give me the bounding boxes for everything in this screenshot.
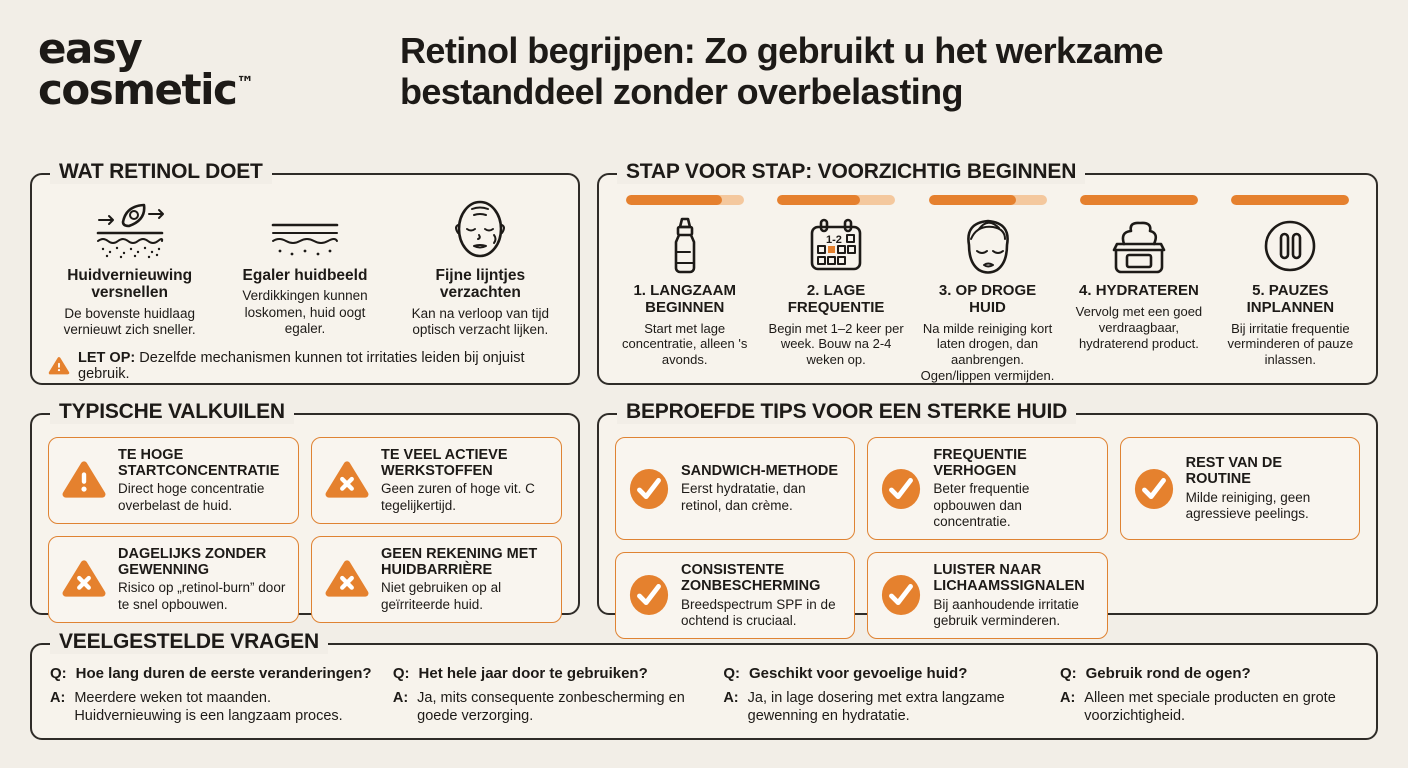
what-item-title: Egaler huidbeeld	[242, 267, 368, 284]
tip-title: LUISTER NAAR LICHAAMSSIGNALEN	[933, 562, 1085, 595]
faq-question: Q: Geschikt voor gevoelige huid?	[723, 665, 968, 682]
pitfall-card	[48, 437, 299, 524]
step-progress-bar	[1231, 195, 1349, 205]
tip-text: Eerst hydratatie, dan retinol, dan crème.	[681, 481, 806, 513]
warning-triangle-icon	[48, 356, 70, 376]
cross-triangle-icon	[324, 558, 370, 600]
dropper-bottle-icon	[664, 215, 706, 277]
face-towel-icon	[959, 215, 1017, 277]
calendar-icon	[807, 215, 865, 277]
brand-logo	[38, 24, 255, 115]
faq-answer: A: Ja, in lage dosering met extra langzame gewenning en hydratatie.	[723, 690, 1005, 724]
step-progress-bar	[1080, 195, 1198, 205]
section-heading: WAT RETINOL DOET	[50, 160, 272, 184]
faq-item	[1060, 665, 1358, 725]
tip-card	[615, 552, 855, 639]
step-progress-bar	[777, 195, 895, 205]
check-circle-icon	[880, 468, 922, 510]
a-label: A:	[392, 690, 409, 706]
page-title: Retinol begrijpen: Zo gebruikt u het werkzame bestanddeel zonder overbelasting	[400, 30, 1164, 113]
faq-grid	[32, 645, 1376, 733]
tip-title: FREQUENTIE VERHOGEN	[933, 447, 1027, 480]
what-item-text: Verdikkingen kunnen loskomen, huid oogt egaler.	[242, 288, 368, 337]
faq-answer: A: Alleen met speciale producten en grote voorzichtigheid.	[1059, 690, 1336, 724]
tip-text: Bij aanhoudende irritatie gebruik verminderen.	[933, 596, 1079, 628]
step-item-2	[768, 195, 903, 384]
brand-logo-line2: cosmetic™	[38, 65, 255, 115]
note-text: Dezelfde mechanismen kunnen tot irritaties leiden bij onjuist gebruik.	[78, 349, 525, 382]
step-item-5	[1223, 195, 1358, 384]
step-title: 1. LANGZAAM BEGINNEN	[633, 282, 736, 316]
step-text: Vervolg met een goed verdraagbaar, hydraterend product.	[1075, 303, 1203, 351]
pitfall-title: TE VEEL ACTIEVE WERKSTOFFEN	[381, 447, 508, 480]
tip-title: CONSISTENTE ZONBESCHERMING	[681, 562, 821, 595]
what-item-title: Huidvernieuwing versnellen	[67, 267, 193, 302]
tip-card	[867, 552, 1107, 639]
section-pitfalls	[30, 400, 580, 615]
pitfall-title: GEEN REKENING MET HUIDBARRIÈRE	[381, 545, 538, 579]
tip-card	[867, 437, 1107, 540]
step-text: Begin met 1–2 keer per week. Bouw na 2-4 weken op.	[768, 320, 904, 368]
step-progress-bar	[626, 195, 744, 205]
brand-logo-line1: easy	[38, 24, 142, 73]
tip-title: REST VAN DE ROUTINE	[1185, 455, 1283, 488]
step-title: 2. LAGE FREQUENTIE	[787, 282, 885, 316]
tip-text: Milde reiniging, geen agressieve peelings.	[1185, 489, 1311, 521]
pitfall-card	[311, 536, 562, 623]
step-title: 5. PAUZES INPLANNEN	[1246, 282, 1335, 316]
face-lines-icon	[450, 195, 510, 261]
tip-card	[1120, 437, 1360, 540]
trademark-symbol: ™	[236, 73, 255, 95]
q-label: Q:	[50, 665, 67, 682]
faq-answer: A: Meerdere weken tot maanden. Huidvernieuwing is een langzaam proces.	[50, 690, 343, 724]
pitfall-card	[48, 536, 299, 623]
what-item-text: Kan na verloop van tijd optisch verzacht lijken.	[411, 305, 549, 338]
section-heading: STAP VOOR STAP: VOORZICHTIG BEGINNEN	[617, 160, 1085, 184]
section-tips	[597, 400, 1378, 628]
check-circle-icon	[880, 574, 922, 616]
step-title: 3. OP DROGE HUID	[938, 282, 1037, 316]
section-what-retinol-does	[30, 160, 580, 385]
check-circle-icon	[1133, 468, 1175, 510]
what-item-title: Fijne lijntjes verzachten	[435, 267, 526, 302]
a-label: A:	[723, 690, 739, 706]
what-item	[399, 195, 562, 339]
faq-item	[723, 665, 1040, 725]
faq-question: Q: Het hele jaar door te gebruiken?	[392, 665, 648, 682]
pitfall-text: Geen zuren of hoge vit. C tegelijkertijd.	[381, 481, 535, 513]
cross-triangle-icon	[324, 459, 370, 501]
pitfalls-grid	[32, 415, 578, 637]
faq-question: Q: Gebruik rond de ogen?	[1059, 665, 1251, 682]
warning-triangle-icon	[61, 459, 107, 501]
step-title: 4. HYDRATEREN	[1079, 282, 1199, 299]
tip-card	[615, 437, 855, 540]
steps-grid	[599, 175, 1376, 390]
q-label: Q:	[1059, 665, 1077, 682]
what-item	[223, 195, 386, 339]
check-circle-icon	[628, 468, 670, 510]
step-item-3	[920, 195, 1055, 384]
pitfall-text: Direct hoge concentratie overbelast de huid.	[118, 481, 265, 513]
step-item-1	[617, 195, 752, 384]
even-skin-icon	[268, 195, 342, 261]
check-circle-icon	[628, 574, 670, 616]
tip-text: Breedspectrum SPF in de ochtend is cruciaal.	[681, 596, 836, 628]
faq-item	[393, 665, 703, 725]
cream-jar-icon	[1107, 215, 1171, 277]
pitfall-title: DAGELIJKS ZONDER GEWENNING	[118, 545, 267, 579]
step-text: Start met lage concentratie, alleen 's avonds.	[622, 320, 748, 368]
q-label: Q:	[723, 665, 740, 682]
faq-answer: A: Ja, mits consequente zonbescherming en goede verzorging.	[392, 690, 685, 724]
step-progress-bar	[929, 195, 1047, 205]
what-grid	[32, 175, 578, 343]
section-heading: BEPROEFDE TIPS VOOR EEN STERKE HUID	[617, 400, 1076, 424]
what-item	[48, 195, 211, 339]
what-item-text: De bovenste huidlaag vernieuwt zich sneller.	[63, 305, 196, 338]
note-label: LET OP:	[78, 349, 136, 366]
faq-item	[50, 665, 373, 725]
a-label: A:	[1059, 690, 1076, 706]
step-text: Na milde reiniging kort laten drogen, dan aanbrengen. Ogen/lippen vermijden.	[920, 320, 1055, 384]
caution-note	[32, 343, 578, 382]
step-item-4	[1071, 195, 1206, 384]
section-heading: TYPISCHE VALKUILEN	[50, 400, 294, 424]
pitfall-title: TE HOGE STARTCONCENTRATIE	[118, 447, 280, 480]
section-step-by-step	[597, 160, 1378, 385]
a-label: A:	[50, 690, 66, 706]
pitfall-text: Niet gebruiken op al geïrriteerde huid.	[381, 580, 502, 612]
pitfall-card	[311, 437, 562, 524]
tips-grid	[599, 415, 1376, 653]
cross-triangle-icon	[61, 558, 107, 600]
svg-text:1-2: 1-2	[826, 234, 843, 246]
pause-icon	[1262, 215, 1318, 277]
section-heading: VEELGESTELDE VRAGEN	[50, 630, 328, 654]
skin-renewal-icon	[93, 195, 167, 261]
q-label: Q:	[392, 665, 410, 682]
pitfall-text: Risico op „retinol-burn” door te snel opbouwen.	[118, 580, 286, 612]
tip-text: Beter frequentie opbouwen dan concentratie.	[933, 481, 1030, 529]
tip-title: SANDWICH-METHODE	[681, 463, 839, 480]
step-text: Bij irritatie frequentie verminderen of pauze inlassen.	[1227, 320, 1354, 368]
faq-question: Q: Hoe lang duren de eerste veranderingen?	[50, 665, 372, 682]
section-faq	[30, 630, 1378, 740]
